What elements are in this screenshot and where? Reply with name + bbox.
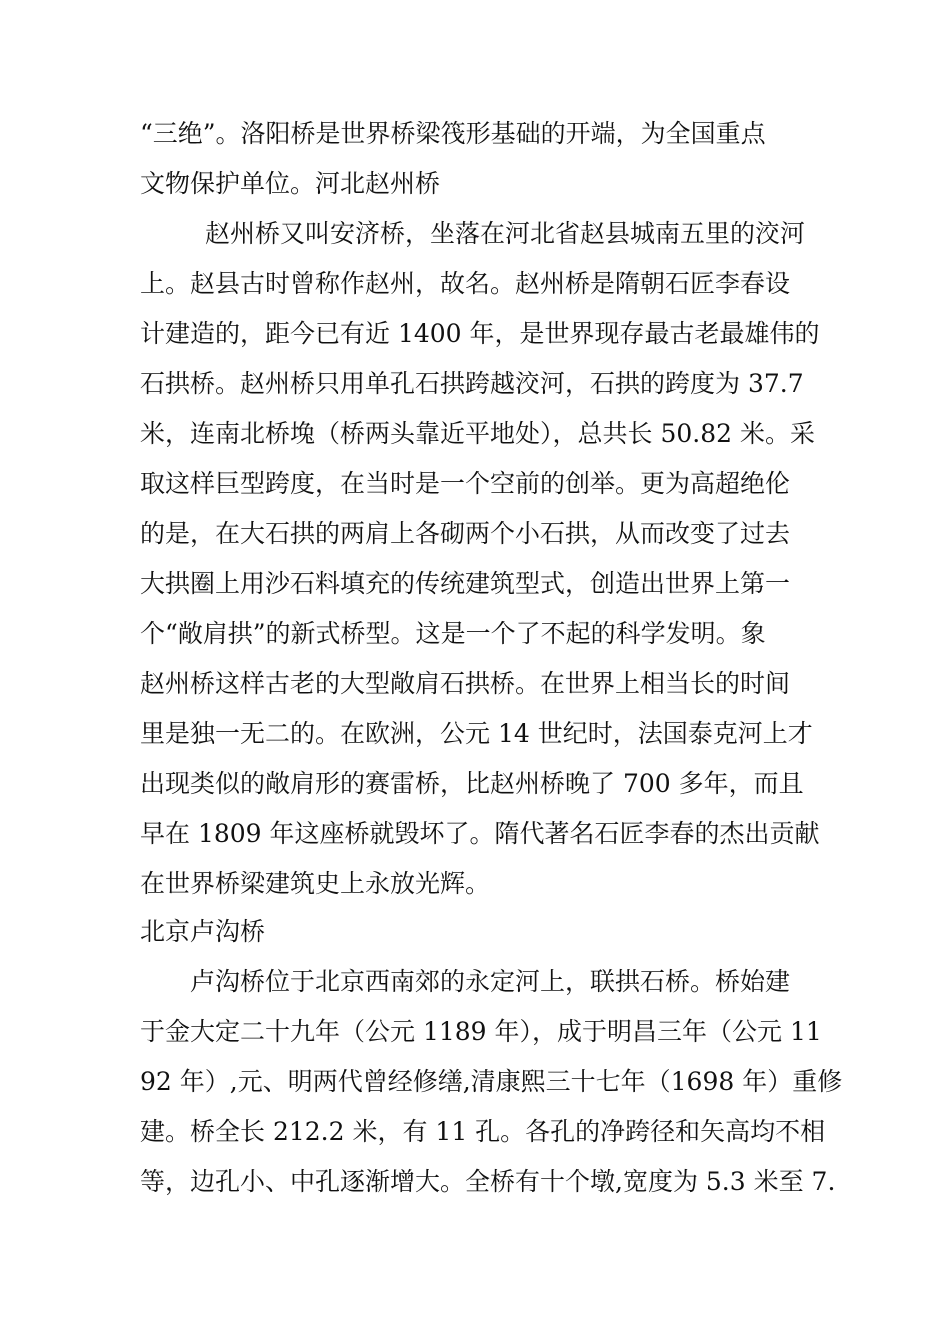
- text-line: 建。桥全长 212.2 米，有 11 孔。各孔的净跨径和矢高均不相: [140, 1117, 826, 1146]
- section-heading: 北京卢沟桥: [140, 917, 266, 946]
- text-line: 等，边孔小、中孔逐渐增大。全桥有十个墩,宽度为 5.3 米至 7.: [140, 1167, 836, 1196]
- text-line: 出现类似的敞肩形的赛雷桥，比赵州桥晚了 700 多年，而且: [140, 769, 804, 798]
- paragraph-first-line: 卢沟桥位于北京西南郊的永定河上，联拱石桥。桥始建: [190, 967, 791, 996]
- text-line: 赵州桥这样古老的大型敞肩石拱桥。在世界上相当长的时间: [140, 669, 791, 698]
- text-line: 上。赵县古时曾称作赵州，故名。赵州桥是隋朝石匠李春设: [140, 269, 791, 298]
- text-line: 石拱桥。赵州桥只用单孔石拱跨越洨河，石拱的跨度为 37.7: [140, 369, 804, 398]
- text-line: “三绝”。洛阳桥是世界桥梁筏形基础的开端，为全国重点: [140, 119, 766, 148]
- text-line: 文物保护单位。河北赵州桥: [140, 169, 441, 198]
- text-line: 于金大定二十九年（公元 1189 年），成于明昌三年（公元 11: [140, 1017, 822, 1046]
- text-line: 的是，在大石拱的两肩上各砌两个小石拱，从而改变了过去: [140, 519, 791, 548]
- paragraph-first-line: 赵州桥又叫安济桥，坐落在河北省赵县城南五里的洨河: [205, 219, 806, 248]
- text-line: 取这样巨型跨度，在当时是一个空前的创举。更为高超绝伦: [140, 469, 791, 498]
- text-line: 米，连南北桥堍（桥两头靠近平地处），总共长 50.82 米。采: [140, 419, 815, 448]
- text-line: 个“敞肩拱”的新式桥型。这是一个了不起的科学发明。象: [140, 619, 766, 648]
- text-line: 大拱圈上用沙石料填充的传统建筑型式，创造出世界上第一: [140, 569, 791, 598]
- text-line: 计建造的，距今已有近 1400 年，是世界现存最古老最雄伟的: [140, 319, 820, 348]
- text-line: 早在 1809 年这座桥就毁坏了。隋代著名石匠李春的杰出贡献: [140, 819, 820, 848]
- text-line: 92 年）,元、明两代曾经修缮,清康熙三十七年（1698 年）重修: [140, 1067, 843, 1096]
- text-line: 在世界桥梁建筑史上永放光辉。: [140, 869, 491, 898]
- text-line: 里是独一无二的。在欧洲，公元 14 世纪时，法国泰克河上才: [140, 719, 813, 748]
